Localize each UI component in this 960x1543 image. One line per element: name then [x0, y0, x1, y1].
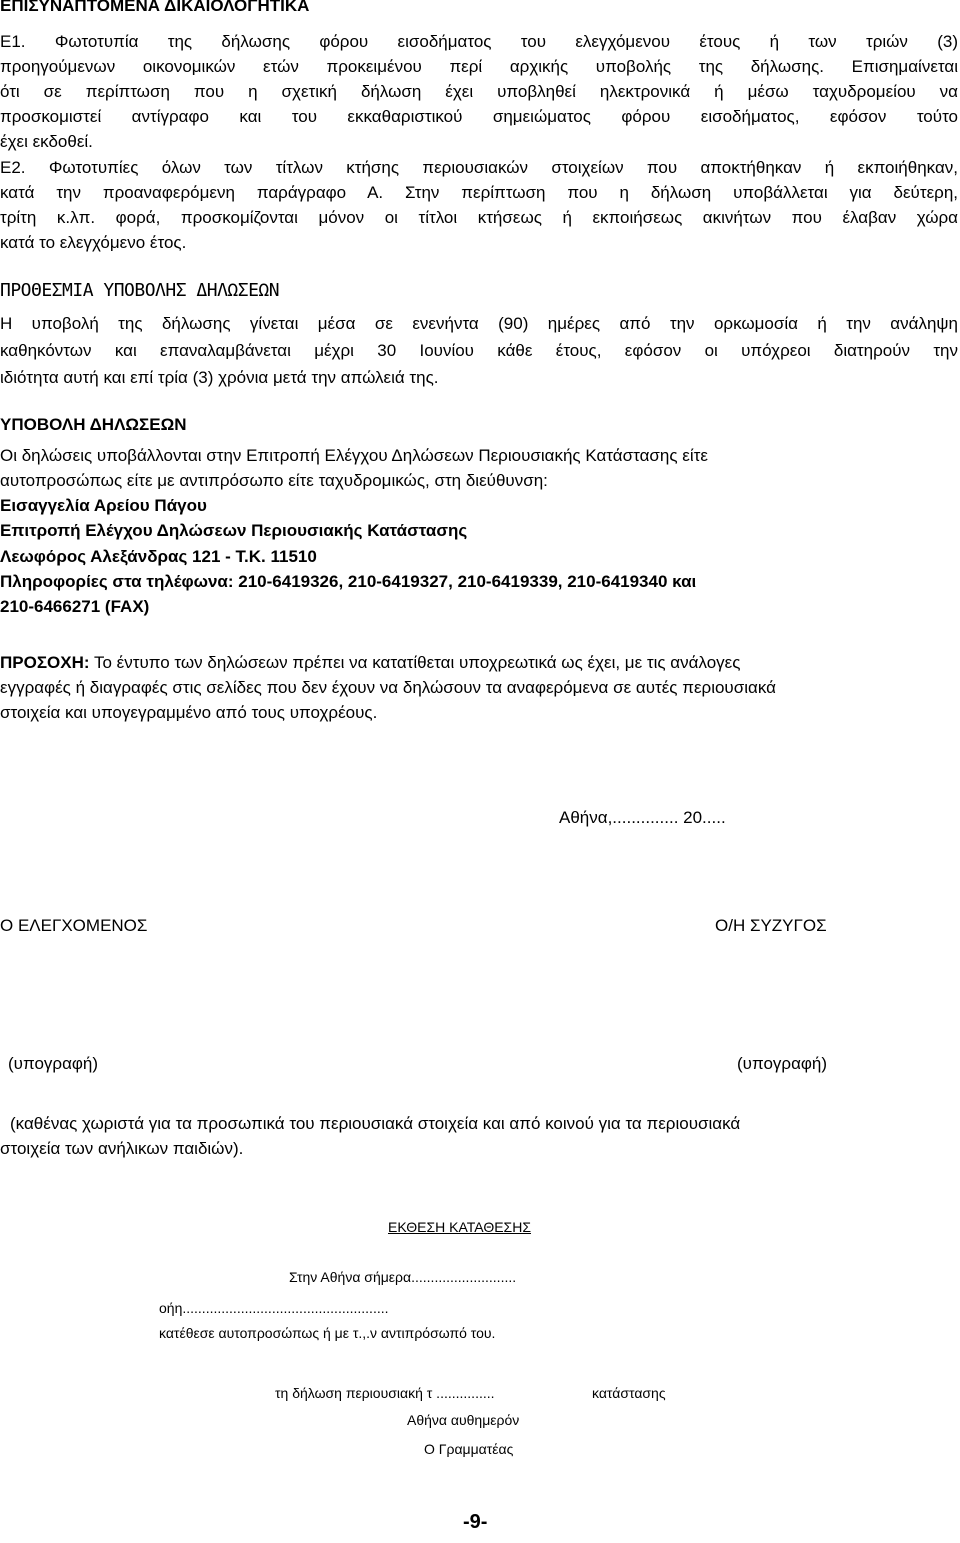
submission-line-2: αυτοπροσώπως είτε με αντιπρόσωπο είτε ταχυδρομικώς, στη διεύθυνση:	[0, 471, 548, 490]
signature-left: (υπογραφή)	[8, 1054, 99, 1073]
attachments-heading: ΕΠΙΣΥΝΑΠΤΟΜΕΝΑ ΔΙΚΑΙΟΛΟΓΗΤΙΚΑ	[0, 0, 310, 15]
address-line-2: Επιτροπή Ελέγχου Δηλώσεων Περιουσιακής Κατάστασης	[0, 521, 468, 540]
deadline-line-1: Η υποβολή της δήλωσης γίνεται μέσα σε ενενήντα (90) ημέρες από την ορκωμοσία ή την ανάληψη	[0, 314, 958, 333]
deposit-heading: ΕΚΘΕΣΗ ΚΑΤΑΘΕΣΗΣ	[388, 1219, 531, 1235]
e1-line-2: προηγούμενων οικονομικών ετών προκειμένου περί αρχικής υποβολής της δήλωσης. Επισημαίνεται	[0, 57, 958, 76]
signature-right: (υπογραφή)	[737, 1054, 828, 1073]
e1-line-5: έχει εκδοθεί.	[0, 132, 93, 151]
deposit-line-6: Ο Γραμματέας	[424, 1441, 514, 1457]
e1-line-1: Ε1. Φωτοτυπία της δήλωσης φόρου εισοδήματος του ελεγχόμενου έτους ή των τριών (3)	[0, 32, 958, 51]
phone-line-1: Πληροφορίες στα τηλέφωνα: 210-6419326, 210-6419327, 210-6419339, 210-6419340 και	[0, 572, 697, 591]
submission-line-1: Οι δηλώσεις υποβάλλονται στην Επιτροπή Ελέγχου Δηλώσεων Περιουσιακής Κατάστασης είτε	[0, 446, 708, 465]
signature-note-line-2: στοιχεία των ανήλικων παιδιών).	[0, 1139, 244, 1158]
deposit-line-4b: κατάστασης	[592, 1385, 666, 1401]
notice-line-1-text: Το έντυπο των δηλώσεων πρέπει να κατατίθεται υποχρεωτικά ως έχει, με τις ανάλογες	[89, 653, 741, 672]
page-number: -9-	[463, 1511, 488, 1533]
submission-heading: ΥΠΟΒΟΛΗ ΔΗΛΩΣΕΩΝ	[0, 415, 187, 434]
phone-line-2: 210-6466271 (FAX)	[0, 597, 150, 616]
deposit-line-2: οήη.....................................................	[159, 1300, 389, 1316]
notice-line-1	[0, 651, 740, 676]
notice-label: ΠΡΟΣΟΧΗ:	[0, 653, 90, 672]
notice-line-2: εγγραφές ή διαγραφές στις σελίδες που δεν έχουν να δηλώσουν τα αναφερόμενα σε αυτές περιουσιακά	[0, 678, 776, 697]
signature-note-line-1: (καθένας χωριστά για τα προσωπικά του περιουσιακά στοιχεία και από κοινού για τα περιουσιακά	[10, 1114, 741, 1133]
e2-line-1: Ε2. Φωτοτυπίες όλων των τίτλων κτήσης περιουσιακών στοιχείων που αποκτήθηκαν ή εκποιήθηκαν,	[0, 158, 958, 177]
signer-title-left: Ο ΕΛΕΓΧΟΜΕΝΟΣ	[0, 916, 148, 935]
deadline-heading: ΠΡΟΘΕΣΜΙΑ ΥΠΟΒΟΛΗΣ ΔΗΛΩΣΕΩΝ	[0, 280, 280, 301]
e2-line-3: τρίτη κ.λπ. φορά, προσκομίζονται μόνον οι τίτλοι κτήσεως ή εκποιήσεως ακινήτων που έλαβαν χώρα	[0, 208, 958, 227]
address-line-1: Εισαγγελία Αρείου Πάγου	[0, 496, 207, 515]
signer-title-right: Ο/Η ΣΥΖΥΓΟΣ	[715, 916, 827, 935]
deadline-line-2: καθηκόντων και επαναλαμβάνεται μέχρι 30 Ιουνίου κάθε έτους, εφόσον οι υπόχρεοι διατηρούν την	[0, 341, 958, 360]
place-date: Αθήνα,.............. 20.....	[559, 808, 726, 827]
deposit-line-4a: τη δήλωση περιουσιακή τ ...............	[275, 1385, 495, 1401]
e1-line-3: ότι σε περίπτωση που η σχετική δήλωση έχει υποβληθεί ηλεκτρονικά ή μέσω ταχυδρομείου να	[0, 82, 958, 101]
e2-line-2: κατά την προαναφερόμενη παράγραφο Α. Στην περίπτωση που η δήλωση υποβάλλεται για δεύτερη,	[0, 183, 958, 202]
address-line-3: Λεωφόρος Αλεξάνδρας 121 - Τ.Κ. 11510	[0, 547, 317, 566]
deposit-line-1: Στην Αθήνα σήμερα...........................	[289, 1269, 517, 1285]
notice-line-3: στοιχεία και υπογεγραμμένο από τους υποχρέους.	[0, 703, 378, 722]
e1-line-4: προσκομιστεί αντίγραφο και του εκκαθαριστικού σημειώματος φόρου εισοδήματος, εφόσον τούτο	[0, 107, 958, 126]
deposit-line-5: Αθήνα αυθημερόν	[407, 1412, 520, 1428]
deposit-line-3: κατέθεσε αυτοπροσώπως ή με τ.,.ν αντιπρόσωπό του.	[159, 1325, 496, 1341]
deadline-line-3: ιδιότητα αυτή και επί τρία (3) χρόνια μετά την απώλειά της.	[0, 368, 439, 387]
e2-line-4: κατά το ελεγχόμενο έτος.	[0, 233, 187, 252]
